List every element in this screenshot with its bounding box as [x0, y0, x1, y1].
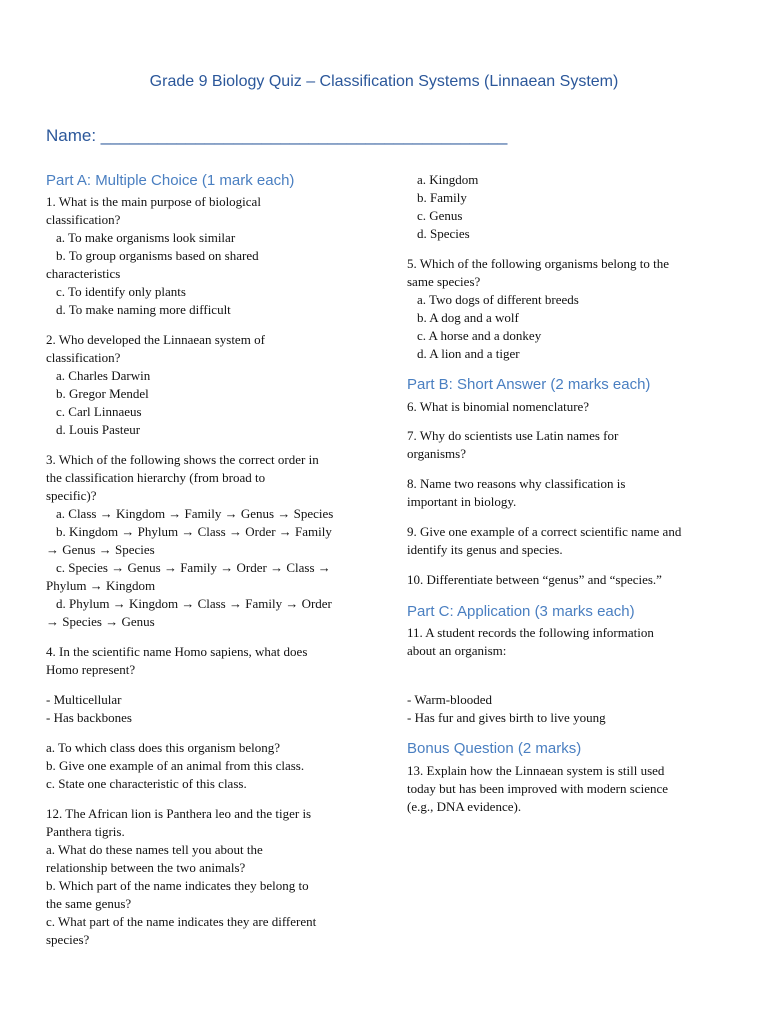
- q11-trait: - Warm-blooded: [407, 692, 492, 707]
- q5-text: same species?: [407, 274, 481, 289]
- q2-text: classification?: [46, 350, 121, 365]
- q4-text: 4. In the scientific name Homo sapiens, what does: [46, 644, 308, 659]
- q4-option: a. Kingdom: [417, 172, 479, 187]
- q12-text: Panthera tigris.: [46, 824, 125, 839]
- q13-text: 13. Explain how the Linnaean system is still used: [407, 763, 665, 778]
- q7-text: organisms?: [407, 446, 466, 461]
- part-a-heading: Part A: Multiple Choice (1 mark each): [46, 172, 295, 189]
- q12-text: 12. The African lion is Panthera leo and the tiger is: [46, 806, 312, 821]
- q1-option: d. To make naming more difficult: [56, 302, 231, 317]
- q10-text: 10. Differentiate between “genus” and “species.”: [407, 572, 662, 587]
- q3-option: a. Class → Kingdom → Family → Genus → Species: [56, 506, 334, 521]
- q2-option: c. Carl Linnaeus: [56, 404, 142, 419]
- q3-option: → Genus → Species: [46, 542, 155, 557]
- q1-text: 1. What is the main purpose of biological: [46, 194, 261, 209]
- q12-text: the same genus?: [46, 896, 132, 911]
- part-b-heading: Part B: Short Answer (2 marks each): [407, 376, 651, 393]
- q4-text: Homo represent?: [46, 662, 136, 677]
- q3-text: 3. Which of the following shows the correct order in: [46, 452, 319, 467]
- q9-text: 9. Give one example of a correct scientific name and: [407, 524, 682, 539]
- q5-text: 5. Which of the following organisms belong to the: [407, 256, 670, 271]
- quiz-title: Grade 9 Biology Quiz – Classification Systems (Linnaean System): [149, 73, 619, 90]
- q2-option: a. Charles Darwin: [56, 368, 151, 383]
- q4-option: b. Family: [417, 190, 467, 205]
- q6-text: 6. What is binomial nomenclature?: [407, 399, 590, 414]
- part-c-heading: Part C: Application (3 marks each): [407, 603, 635, 620]
- q2-option: b. Gregor Mendel: [56, 386, 149, 401]
- q1-option: b. To group organisms based on shared: [56, 248, 259, 263]
- q3-option: b. Kingdom → Phylum → Class → Order → Family: [56, 524, 332, 539]
- q11-text: 11. A student records the following information: [407, 625, 654, 640]
- q12-text: a. What do these names tell you about the: [46, 842, 263, 857]
- q11-trait: - Multicellular: [46, 692, 122, 707]
- q13-text: (e.g., DNA evidence).: [407, 799, 522, 814]
- q3-text: the classification hierarchy (from broad to: [46, 470, 266, 485]
- q12-text: c. What part of the name indicates they are different: [46, 914, 317, 929]
- q12-text: relationship between the two animals?: [46, 860, 246, 875]
- q3-option: c. Species → Genus → Family → Order → Class →: [56, 560, 331, 575]
- name-field-line: Name: ___________________________________________: [46, 126, 508, 145]
- q3-option: Phylum → Kingdom: [46, 578, 156, 593]
- q1-option: c. To identify only plants: [56, 284, 186, 299]
- q1-text: classification?: [46, 212, 121, 227]
- q1-option: a. To make organisms look similar: [56, 230, 236, 245]
- q3-option: d. Phylum → Kingdom → Class → Family → Order: [56, 596, 332, 611]
- q4-option: c. Genus: [417, 208, 463, 223]
- q7-text: 7. Why do scientists use Latin names for: [407, 428, 619, 443]
- bonus-heading: Bonus Question (2 marks): [407, 740, 582, 757]
- q11-subquestion: c. State one characteristic of this class.: [46, 776, 247, 791]
- q12-text: species?: [46, 932, 90, 947]
- q11-subquestion: b. Give one example of an animal from this class.: [46, 758, 305, 773]
- q5-option: a. Two dogs of different breeds: [417, 292, 579, 307]
- q8-text: 8. Name two reasons why classification is: [407, 476, 626, 491]
- q5-option: b. A dog and a wolf: [417, 310, 519, 325]
- q9-text: identify its genus and species.: [407, 542, 563, 557]
- q1-option: characteristics: [46, 266, 121, 281]
- q2-text: 2. Who developed the Linnaean system of: [46, 332, 265, 347]
- q13-text: today but has been improved with modern science: [407, 781, 669, 796]
- q3-option: → Species → Genus: [46, 614, 155, 629]
- q11-trait: - Has fur and gives birth to live young: [407, 710, 606, 725]
- q11-text: about an organism:: [407, 643, 507, 658]
- q12-text: b. Which part of the name indicates they belong to: [46, 878, 309, 893]
- q5-option: d. A lion and a tiger: [417, 346, 520, 361]
- q8-text: important in biology.: [407, 494, 517, 509]
- q2-option: d. Louis Pasteur: [56, 422, 141, 437]
- q4-option: d. Species: [417, 226, 470, 241]
- q5-option: c. A horse and a donkey: [417, 328, 542, 343]
- q3-text: specific)?: [46, 488, 97, 503]
- q11-subquestion: a. To which class does this organism belong?: [46, 740, 281, 755]
- q11-trait: - Has backbones: [46, 710, 132, 725]
